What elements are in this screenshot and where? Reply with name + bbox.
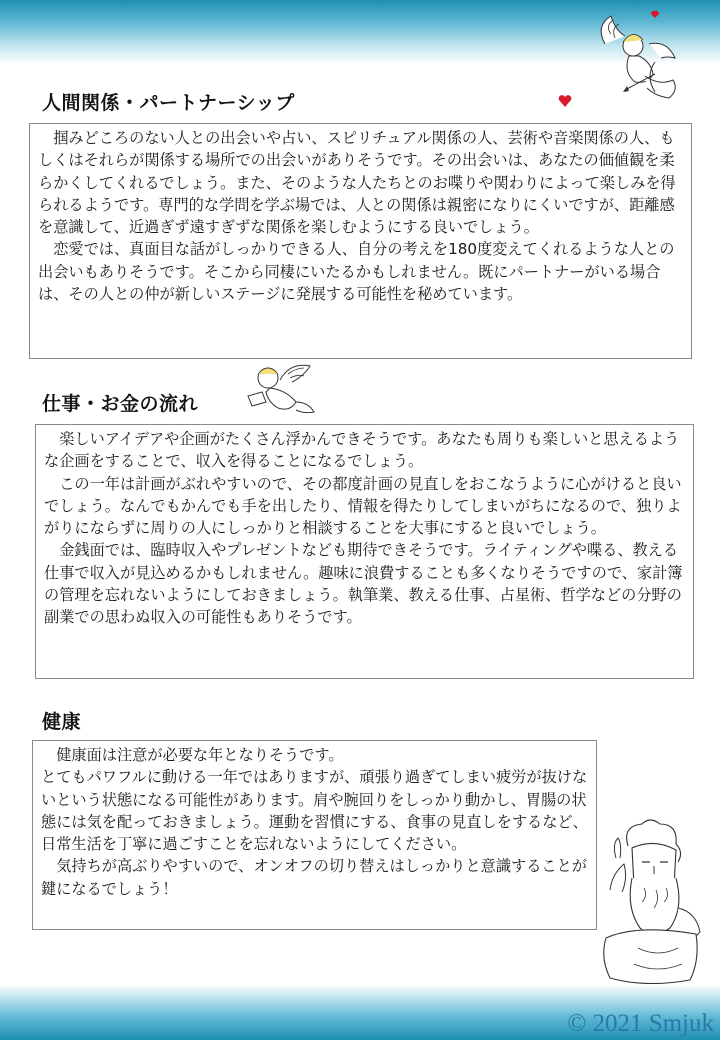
relationships-paragraph: 掴みどころのない人との出会いや占い、スピリチュアル関係の人、芸術や音楽関係の人、もしくはそれらが関係する場所での出会いがありそうです。その出会いは、あなたの価値観を柔らかくしてくれるでしょう。また、そのような人たちとのお喋りや関わりによって楽しみを得られるようです。専門的な学問を学ぶ場では、人との関係は親密になりにくいですが、距離感を意識して、近過ぎず遠すぎずな関係を楽しむようにする良いでしょう。 [38, 129, 676, 237]
heart-icon [558, 94, 572, 108]
relationships-paragraph: 恋愛では、真面目な話がしっかりできる人、自分の考えを180度変えてくれるような人との出会いもありそうです。そこから同棲にいたるかもしれません。既にパートナーがいる場合は、その人との仲が新しいステージに発展する可能性を秘めています。 [38, 240, 675, 304]
heart-icon [651, 11, 659, 18]
health-paragraph: 健康面は注意が必要な年となりそうです。 [56, 746, 344, 764]
work-money-paragraph: この一年は計画がぶれやすいので、その都度計画の見直しをおこなうように心がけると良いでしょう。なんでもかんでも手を出したり、情報を得たりしてしまいがちになるので、独りよがりにならずに周りの人にしっかりと相談することを大事にすると良いでしょう。 [44, 474, 682, 538]
work-money-text-box [35, 424, 694, 679]
bearded-god-icon [598, 818, 706, 986]
section-title-work-money: 仕事・お金の流れ [42, 393, 199, 415]
work-money-paragraph: 楽しいアイデアや企画がたくさん浮かんできそうです。あなたも周りも楽しいと思えるような企画をすることで、収入を得ることになるでしょう。 [44, 430, 680, 471]
copyright-text: © 2021 Smjuk [567, 1010, 714, 1037]
health-text-box [32, 740, 597, 930]
section-title-relationships: 人間関係・パートナーシップ [42, 92, 295, 114]
work-money-paragraph: 金銭面では、臨時収入やプレゼントなども期待できそうです。ライティングや喋る、教える仕事で収入が見込めるかもしれません。趣味に浪費することも多くなりそうですので、家計簿の管理を忘れないようにしておきましょう。執筆業、教える仕事、占星術、哲学などの分野の副業での思わぬ収入の可能性もありそうです。 [44, 541, 683, 627]
section-title-health: 健康 [42, 711, 82, 733]
flying-cupid-icon [240, 360, 322, 418]
health-paragraph: 気持ちが高ぶりやすいので、オンオフの切り替えはしっかりと意識することが鍵になるでしょう！ [41, 857, 587, 898]
relationships-text-box [29, 123, 692, 359]
health-paragraph: とてもパワフルに動ける一年ではありますが、頑張り過ぎてしまい疲労が抜けないという状態になる可能性があります。肩や腕回りをしっかり動かし、胃腸の状態には気を配っておきましょう。運動を習慣にする、食事の見直しをするなど、日常生活を丁寧に過ごすことを忘れないようにしてください。 [41, 768, 588, 854]
cupid-archer-icon [585, 4, 695, 114]
